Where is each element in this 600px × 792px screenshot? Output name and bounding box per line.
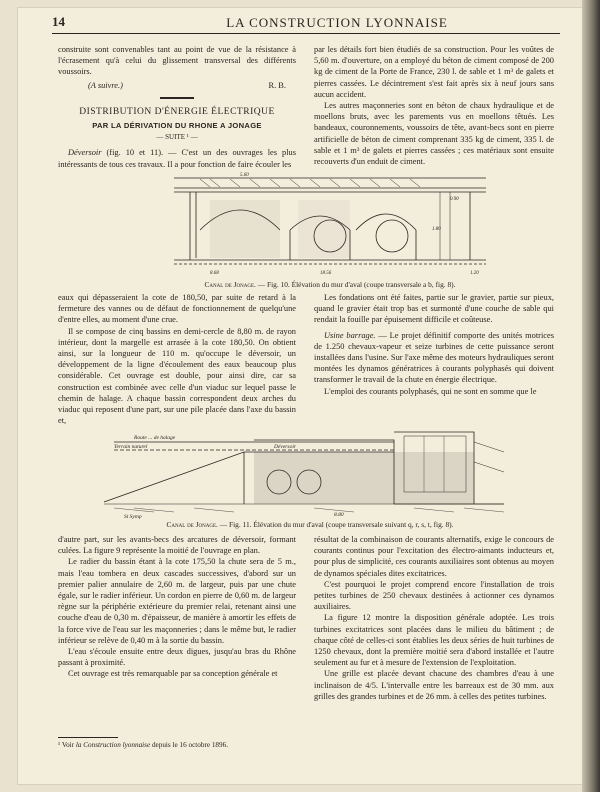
signature-line (58, 78, 296, 91)
caption-lead: Canal de Jonage. (204, 280, 256, 289)
figure-11-caption (110, 520, 510, 529)
figure-11-elevation (94, 412, 512, 522)
paragraph: L'eau s'écoule ensuite entre deux digues, jusqu'au bras du Rhône passant à proximité. (58, 647, 296, 668)
footnote-text: depuis le 16 octobre 1896. (150, 741, 229, 749)
caption-text: — Fig. 11. Élévation du mur d'aval (coupe transversale suivant q, r, s, t, fig. 8). (217, 520, 454, 529)
paragraph: par les détails fort bien étudiés de sa construction. Pour les voûtes de 5,60 m. d'ouverture, on a employé du béton de ciment composé de 200 kg de ciment de la Porte de France, 230 l. de sable et 1 m³ de galets et pierres cassées. Le décintrement s'est fait après six à neuf jours sans aucun accident. (314, 45, 554, 99)
paragraph: Il se compose de cinq bassins en demi-cercle de 8,80 m. de rayon intérieur, dont la margelle est arrasée à la cote 180,50. On obtient ainsi, sur la longueur de 110 m. qu'occupe le déversoir, un développement de la ligne d'écoulement des eaux beaucoup plus considérable. Cet ouvrage est double, pour ainsi dire, car sa construction est combinée avec celle d'un viaduc sur lequel passe le chemin de halage. A chaque bassin correspondent deux arches du viaduc qui reposent d'une part, sur une pile placée dans l'axe du bassin et, (58, 326, 296, 426)
dim-label: 8.68 (210, 271, 219, 276)
footnote-publication: la Construction lyonnaise (75, 741, 151, 749)
article-heading: DISTRIBUTION D'ÉNERGIE ÉLECTRIQUE (79, 106, 275, 117)
author-initials: R. B. (268, 80, 286, 90)
fig-label: 8.80 (334, 512, 344, 518)
paragraph: Les autres maçonneries sont en béton de chaux hydraulique et de moellons bruts, avec les parements vus en moellons têtués. Les bandeaux, couronnements, voussoirs de tête, avant-becs sont en pierre artificielle de béton de ciment comprenant 335 kg de ciment, 335 l. de sable et 1 m³ de galets et pierres cassées ; ces matériaux sont ensuite recouverts d'un enduit de ciment. (314, 101, 554, 167)
dim-label: 5.60 (240, 173, 249, 178)
fig-label: Déversoir (274, 444, 296, 450)
column-right-top (314, 44, 554, 167)
paragraph: L'emploi des courants polyphasés, qui ne sont en somme que le (324, 386, 537, 396)
footnote-mark: ¹ Voir (58, 741, 76, 749)
fig-label: St Symp (124, 514, 142, 520)
page-number: 14 (52, 14, 65, 29)
section-separator (160, 97, 194, 99)
paragraph: Une grille est placée devant chacune des chambres d'eau à une inclinaison de 4/5. L'intervalle entre les barreaux est de 30 mm. aux grilles des grandes turbines et de 26 mm. à celles des petites turbines. (314, 669, 554, 701)
paragraph: eaux qui dépasseraient la cote de 180,50, par suite de retard à la fermeture des vannes ou de défaut de fonctionnement de quelqu'une d'entre elles, au moment d'une crue. (58, 293, 296, 325)
fig-label: Route ... de halage (134, 435, 176, 441)
column-left-top (58, 44, 296, 170)
paragraph: Cet ouvrage est très remarquable par sa conception générale et (68, 669, 278, 679)
fig-label: Terrain naturel (114, 444, 148, 450)
footnote (58, 741, 358, 749)
column-right-bottom (314, 534, 554, 702)
paragraph: construite sont convenables tant au point de vue de la résistance à l'écrasement qu'à celui du glissement transversal des différents voussoirs. (58, 45, 296, 77)
column-left-bottom (58, 534, 296, 680)
column-left-mid (58, 292, 296, 426)
paragraph: La figure 12 montre la disposition générale adoptée. Les trois turbines excitatrices sont placées dans le milieu du bâtiment ; de chaque côté de celles-ci sont établies les deux séries de huit turbines de 1250 chevaux, dont la première moitié sera d'abord installée et l'autre seulement au fur et à mesure de l'extension de l'exploitation. (314, 613, 554, 668)
dim-label: 18.56 (320, 271, 332, 276)
paragraph: Les fondations ont été faites, partie sur le gravier, partie sur pieux, quand le gravier était trop bas et surmonté d'une couche de sable qui rendait la fouille par épuisement difficile et coûteuse. (314, 293, 554, 325)
term-deversoir: Déversoir (68, 148, 102, 158)
to-be-continued: (A suivre.) (88, 80, 123, 90)
article-suite: — SUITE ¹ — (156, 133, 198, 142)
paragraph-deversoir (58, 147, 296, 169)
paragraph: Le radier du bassin étant à la cote 175,50 la chute sera de 5 m., mais l'eau tombera en deux cascades successives, d'abord sur un premier palier annulaire de 2,60 m. de largeur, puis par une chute égale, sur le radier inférieur. Un cordon en pierre de 0,60 m. de largeur règne sur la périphérie extérieure du premier relai, retenant ainsi une couche d'eau de 0,30 m. d'épaisseur, de manière à amortir les effets de la force vive de l'eau sur les maçonneries ; dans le même but, le radier inférieur se relève de 0,40 m à la sortie du bassin. (58, 557, 296, 645)
journal-title: LA CONSTRUCTION LYONNAISE (226, 15, 448, 30)
caption-lead: Canal de Jonage. (166, 520, 218, 529)
dim-label: 1.20 (470, 271, 479, 276)
figure-10-caption (150, 280, 510, 289)
paragraph-text: (fig. 10 et 11). — C'est un des ouvrages les plus intéressants de tous ces travaux. Il a pour fonction de faire écouler les (58, 148, 296, 169)
paragraph: résultat de la combinaison de courants alternatifs, exige le concours de courants continus pour l'excitation des électro-aimants inducteurs et, pour plus de simplicité, ces courants auxiliaires sont obtenus au moyen de dynamos spéciales dites excitatrices. (314, 535, 554, 578)
paragraph: d'autre part, sur les avants-becs des arcatures de déversoir, formant culées. La figure 9 représente la moitié de l'ouvrage en plan. (58, 535, 296, 556)
article-subheading: PAR LA DÉRIVATION DU RHONE A JONAGE (92, 121, 262, 131)
paragraph-usine (314, 330, 554, 386)
caption-text: — Fig. 10. Élévation du mur d'aval (coupe transversale a b, fig. 8). (255, 280, 456, 289)
dim-label: 1.80 (432, 227, 441, 232)
column-right-mid (314, 292, 554, 397)
paragraph-text: — Le projet définitif comporte des unités motrices de 1.250 chevaux-vapeur et seize turbines de cette puissance seront installées dans l'usine. Sur l'axe même des moteurs hydrauliques seront montées les dynamos génératrices à courants polyphasés qui doivent transformer le travail de la chute en énergie électrique. (314, 330, 554, 385)
figure-10-elevation (170, 170, 490, 278)
dim-label: 0.90 (450, 197, 459, 202)
term-usine: Usine barrage. (324, 330, 376, 340)
header-rule (52, 33, 560, 34)
binding-edge (582, 0, 600, 792)
running-header (52, 14, 560, 32)
footnote-rule (58, 737, 118, 738)
paragraph: C'est pourquoi le projet comprend encore l'installation de trois petites turbines de 250 chevaux destinées à actionner ces dynamos auxiliaires. (314, 579, 554, 612)
